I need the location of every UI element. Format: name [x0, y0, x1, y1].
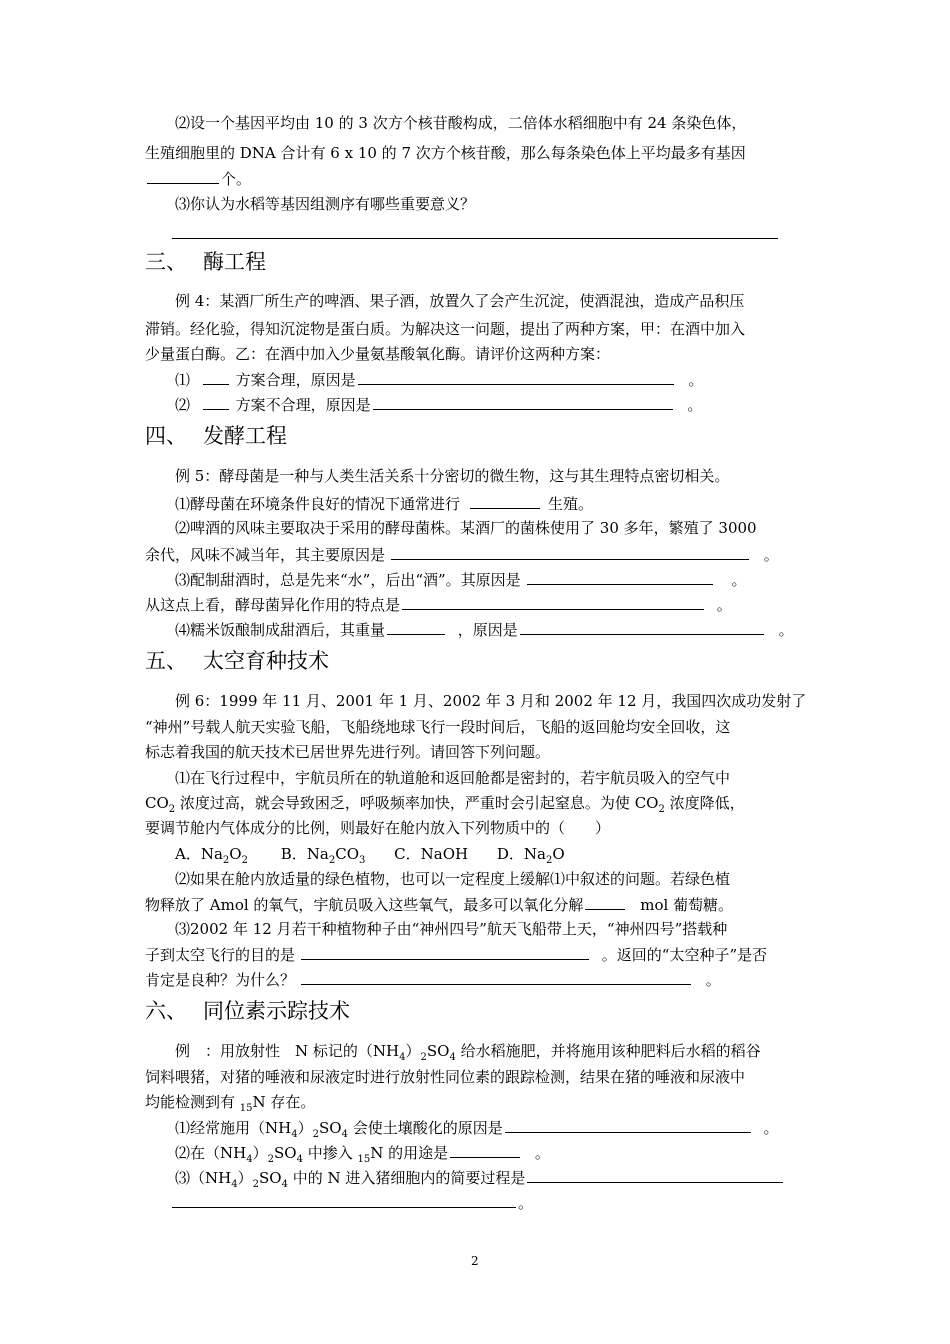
sec6-line-1: 例 ：用放射性 N 标记的$(NH_4)_2SO_4$ 给水稻施肥，并将施用该种肥料后水稻的稻谷 [175, 1042, 761, 1063]
option-d[interactable]: D．$Na_2O$ [496, 845, 565, 866]
sec3-line-2: 滞销。经化验，得知沉淀物是蛋白质。为解决这一问题，提出了两种方案，甲：在酒中加入 [145, 320, 746, 338]
sec4-line-1: 例 5：酵母菌是一种与人类生活关系十分密切的微生物，这与其生理特点密切相关。 [175, 467, 730, 485]
sec6-line-3: 均能检测到有 $_{15}$N 存在。 [145, 1093, 316, 1114]
sec4-line-7: ⑷糯米饭酿制成甜酒后，其重量 ，原因是 。 [175, 618, 794, 641]
sec4-line-5: ⑶配制甜酒时，总是先来“水”，后出“酒”。其原因是 。 [175, 568, 746, 591]
q1-line-4: ⑶你认为水稻等基因组测序有哪些重要意义？ [175, 195, 476, 213]
answer-blank[interactable] [505, 1116, 751, 1133]
sec6-line-7: 。 [172, 1191, 533, 1214]
sec5-line-3: 标志着我国的航天技术已居世界先进行列。请回答下列问题。 [145, 743, 551, 761]
answer-blank[interactable] [391, 543, 749, 560]
sec6-line-5: ⑵在$(NH_4)_2SO_4$ 中掺入 $_{15}$N 的用途是 。 [175, 1141, 550, 1171]
sec4-line-3: ⑵啤酒的风味主要取决于采用的酵母菌株。某酒厂的菌株使用了 30 多年，繁殖了 3000 [175, 519, 757, 537]
answer-blank[interactable] [470, 492, 540, 509]
sec4-line-2: ⑴酵母菌在环境条件良好的情况下通常进行 生殖。 [175, 492, 593, 515]
sec5-line-9: 物释放了 Amol 的氧气，宇航员吸入这些氧气，最多可以氧化分解 mol 葡萄糖。 [145, 893, 733, 916]
sec6-line-4: ⑴经常施用$(NH_4)_2SO_4$ 会使土壤酸化的原因是 。 [175, 1116, 779, 1146]
sec3-answer-1: ⑴ 方案合理，原因是 。 [175, 368, 703, 391]
sec5-line-6: 要调节舱内气体成分的比例，则最好在舱内放入下列物质中的（ ） [145, 819, 611, 837]
section-heading-6: 六、 同位素示踪技术 [145, 999, 350, 1023]
sec5-line-10: ⑶2002 年 12 月若干种植物种子由“神州四号”航天飞船带上天，“神州四号”搭载种 [175, 920, 728, 938]
answer-blank[interactable] [203, 393, 229, 410]
option-a[interactable]: A．$Na_2O_2$ [175, 845, 248, 866]
answer-blank[interactable] [147, 167, 219, 184]
q1-line-3: 个。 [145, 167, 251, 190]
sec5-line-2: “神州”号载人航天实验飞船，飞船绕地球飞行一段时间后，飞船的返回舱均安全回收，这 [145, 718, 731, 736]
answer-blank[interactable] [527, 568, 713, 585]
sec4-line-4: 余代，风味不减当年，其主要原因是 。 [145, 543, 779, 566]
sec3-line-3: 少量蛋白酶。乙：在酒中加入少量氨基酸氧化酶。请评价这两种方案： [145, 345, 611, 363]
sec6-line-2: 饲料喂猪，对猪的唾液和尿液定时进行放射性同位素的跟踪检测，结果在猪的唾液和尿液中 [145, 1068, 746, 1086]
sec6-line-6: $⑶(NH_4)_2SO_4$ 中的 N 进入猪细胞内的简要过程是 [175, 1166, 785, 1196]
sec5-line-12: 肯定是良种？为什么？ 。 [145, 968, 721, 991]
q1-line-1: ⑵设一个基因平均由 10 的 3 次方个核苷酸构成，二倍体水稻细胞中有 24 条染色体， [175, 114, 747, 132]
answer-blank[interactable] [527, 1166, 783, 1183]
sec3-line-1: 例 4：某酒厂所生产的啤酒、果子酒，放置久了会产生沉淀，使酒混浊，造成产品积压 [175, 292, 745, 310]
answer-blank[interactable] [301, 968, 691, 985]
section-heading-4: 四、 发酵工程 [145, 424, 287, 448]
answer-blank[interactable] [520, 618, 764, 635]
answer-blank[interactable] [358, 368, 674, 385]
sec5-line-8: ⑵如果在舱内放适量的绿色植物，也可以一定程度上缓解⑴中叙述的问题。若绿色植 [175, 870, 731, 888]
sec4-line-6: 从这点上看，酵母菌异化作用的特点是 。 [145, 593, 732, 616]
sec5-line-4: ⑴在飞行过程中，宇航员所在的轨道舱和返回舱都是密封的，若宇航员吸入的空气中 [175, 769, 731, 787]
answer-blank[interactable] [450, 1141, 520, 1158]
section-heading-5: 五、 太空育种技术 [145, 649, 329, 673]
answer-line[interactable] [172, 238, 778, 239]
sec3-answer-2: ⑵ 方案不合理，原因是 。 [175, 393, 702, 416]
option-c[interactable]: C．NaOH [394, 845, 469, 863]
answer-blank[interactable] [373, 393, 673, 410]
page-number: 2 [471, 1254, 479, 1268]
sec5-line-1: 例 6：1999 年 11 月、2001 年 1 月、2002 年 3 月和 2002 年 12 月，我国四次成功发射了 [175, 692, 807, 710]
sec5-line-11: 子到太空飞行的目的是 。返回的“太空种子”是否 [145, 943, 767, 966]
answer-blank[interactable] [402, 593, 704, 610]
answer-blank[interactable] [301, 943, 589, 960]
answer-blank[interactable] [387, 618, 445, 635]
section-heading-3: 三、 酶工程 [145, 250, 266, 274]
answer-blank[interactable] [172, 1191, 516, 1208]
sec5-line-5: $CO_2$ 浓度过高，就会导致困乏，呼吸频率加快，严重时会引起窒息。为使 $CO_2$ 浓度降低， [145, 794, 745, 815]
answer-blank[interactable] [203, 368, 229, 385]
answer-blank[interactable] [585, 893, 625, 910]
q1-line-2: 生殖细胞里的 DNA 合计有 6 x 10 的 7 次方个核苷酸，那么每条染色体上平均最多有基因 [145, 144, 746, 162]
option-b[interactable]: B．$Na_2CO_3$ [280, 845, 366, 866]
